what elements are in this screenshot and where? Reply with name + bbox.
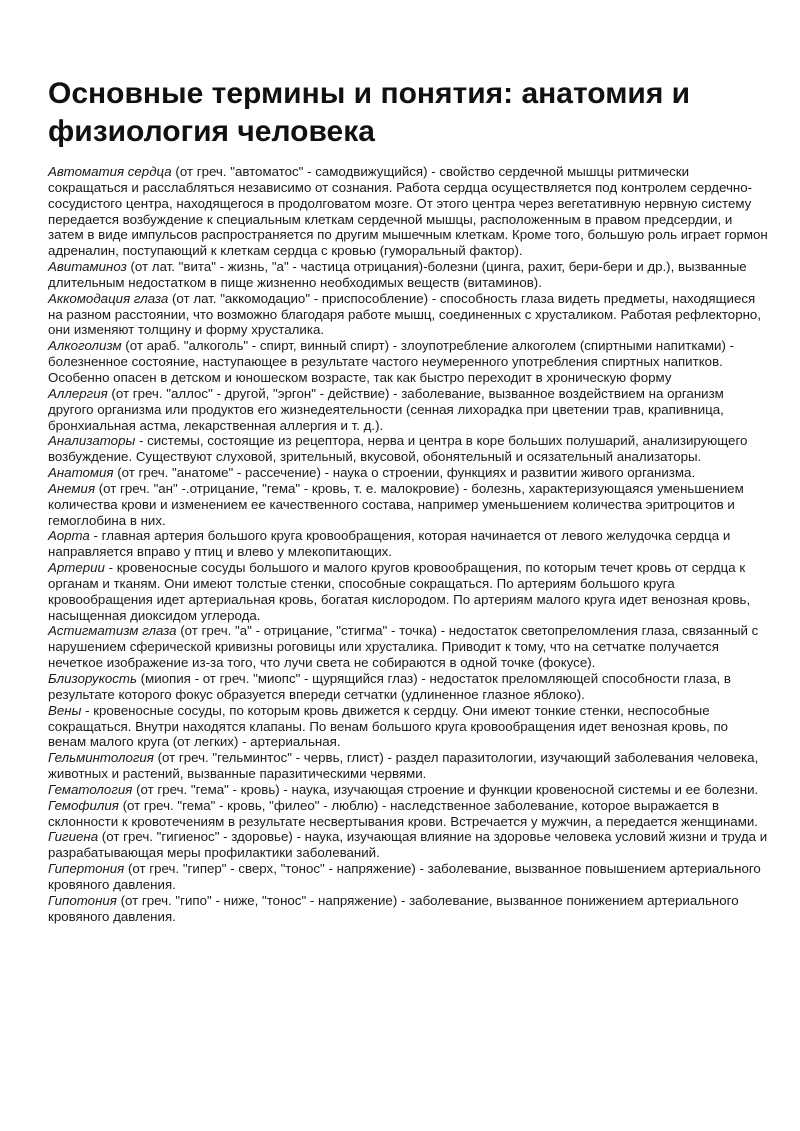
glossary-term: Анатомия — [48, 465, 114, 481]
glossary-term: Авитаминоз — [48, 259, 127, 275]
glossary-term: Аккомодация глаза — [48, 290, 169, 306]
glossary-term: Аллергия — [48, 385, 108, 401]
glossary-entry — [48, 433, 768, 465]
glossary-entry — [48, 528, 768, 560]
glossary-definition: (от лат. "аккомодацио" - приспособление) - способность глаза видеть предметы, находящиеся на разном расстоянии, что возможно благодаря работе мышц, соединенных с хрусталиком. Работая рефлекторно, они изменяют толщину и форму хрусталика. — [48, 290, 762, 338]
glossary-definition: - главная артерия большого круга кровообращения, которая начинается от левого желудочка сердца и направляется вправо у птиц и влево у млекопитающих. — [48, 528, 731, 560]
glossary-term: Алкоголизм — [48, 338, 122, 354]
glossary-entry — [48, 798, 768, 830]
glossary-entry — [48, 259, 768, 291]
glossary-term: Гемофилия — [48, 797, 119, 813]
document-page — [48, 0, 768, 925]
glossary-term: Гематология — [48, 781, 133, 797]
glossary-definition: (от греч. "гипо" - ниже, "тонос" - напряжение) - заболевание, вызванное понижением артериального кровяного давления. — [48, 892, 739, 924]
glossary-term: Гельминтология — [48, 750, 154, 766]
glossary-entry — [48, 481, 768, 529]
glossary-definition: - кровеносные сосуды, по которым кровь движется к сердцу. Они имеют тонкие стенки, неспособные сокращаться. Внутри находятся клапаны. По венам большого круга кровообращения идет венозная кровь, по венам малого круга (от легких) - артериальная. — [48, 702, 729, 750]
glossary-definition: (от лат. "вита" - жизнь, "а" - частица отрицания)-болезни (цинга, рахит, бери-бери и др.), вызванные длительным недостатком в пище жизненно необходимых веществ (витаминов). — [48, 259, 747, 290]
glossary-definition: (миопия - от греч. "миопс" - щурящийся глаз) - недостаток преломляющей способности глаза, в результате которого фокус образуется впереди сетчатки (удлиненное глазное яблоко). — [48, 671, 731, 702]
glossary-entry — [48, 893, 768, 925]
glossary-term: Автоматия сердца — [48, 164, 172, 179]
glossary-definition: (от араб. "алкоголь" - спирт, винный спирт) - злоупотребление алкоголем (спиртными напитками) - болезненное состояние, наступающее в результате частого неумеренного употребления спиртных напитков. Особенно опасен в детском и юношеском возрасте, так как быстро переходит в хроническую форму — [48, 338, 734, 385]
glossary-definition: (от греч. "а" - отрицание, "стигма" - точка) - недостаток светопреломления глаза, связанный с нарушением сферической кривизны роговицы или хрусталика. Приводит к тому, что на сетчатке получается нечеткое изображение из-за того, что лучи света не собираются в одной точке (фокусе). — [48, 623, 759, 671]
glossary-entry — [48, 386, 768, 434]
glossary-entry — [48, 164, 768, 259]
glossary-definition: (от греч. "гигиенос" - здоровье) - наука, изучающая влияние на здоровье человека условий жизни и труда и разрабатывающая меры профилактики заболеваний. — [48, 829, 768, 861]
glossary-term: Вены — [48, 702, 82, 718]
glossary-term: Гипертония — [48, 861, 125, 877]
glossary-definition: (от греч. "гельминтос" - червь, глист) - раздел паразитологии, изучающий заболевания человека, животных и растений, вызванные паразитическими червями. — [48, 750, 759, 782]
glossary-definition: (от греч. "гема" - кровь, "филео" - люблю) - наследственное заболевание, которое выражается в склонности к кровотечениям в результате несвертывания крови. Встречается у мужчин, а передается женщинами. — [48, 797, 758, 829]
glossary-entry — [48, 338, 768, 386]
glossary-definition: - кровеносные сосуды большого и малого кругов кровообращения, по которым течет кровь от сердца к органам и тканям. Они имеют толстые стенки, способные сокращаться. По артериям большого круга кровообращения идет артериальная кровь, богатая кислородом. По артериям малого круга идет венозная кровь, насыщенная диоксидом углерода. — [48, 560, 751, 623]
glossary-entry — [48, 782, 768, 798]
glossary-entry — [48, 560, 768, 623]
glossary-entry — [48, 465, 768, 481]
glossary-entry — [48, 703, 768, 751]
glossary-definition: (от греч. "ан" -.отрицание, "гема" - кровь, т. е. малокровие) - болезнь, характеризующаяся уменьшением количества крови и изменением ее качественного состава, например уменьшением количества эритроцитов и гемоглобина в них. — [48, 480, 744, 528]
glossary-list — [48, 164, 768, 925]
glossary-entry — [48, 861, 768, 893]
glossary-entry — [48, 291, 768, 339]
glossary-definition: (от греч. "гема" - кровь) - наука, изучающая строение и функции кровеносной системы и ее болезни. — [132, 781, 759, 797]
glossary-term: Анемия — [48, 480, 96, 496]
glossary-term: Гипотония — [48, 892, 117, 908]
glossary-entry — [48, 829, 768, 861]
glossary-definition: (от греч. "анатоме" - рассечение) - наука о строении, функциях и развитии живого организма. — [113, 465, 696, 481]
glossary-definition: (от греч. "гипер" - сверх, "тонос" - напряжение) - заболевание, вызванное повышением артериального кровяного давления. — [48, 861, 761, 892]
glossary-entry — [48, 750, 768, 782]
glossary-definition: (от греч. "аллос" - другой, "эргон" - действие) - заболевание, вызванное воздействием на организм другого организма или продуктов его жизнедеятельности (сенная лихорадка при цветении трав, крапивница, бронхиальная астма, лекарственная аллергия и т. д.). — [48, 385, 724, 433]
glossary-entry — [48, 623, 768, 671]
glossary-definition: (от греч. "автоматос" - самодвижущийся) - свойство сердечной мышцы ритмически сокращаться и расслабляться независимо от сознания. Работа сердца осуществляется под контролем сердечно-сосудистого центра, находящегося в продолговатом мозге. От этого центра через вегетативную нервную систему передается возбуждение к специальным клеткам сердечной мышцы, расположенным в правом предсердии, и затем в виде импульсов распространяется по другим мышечным клеткам. Кроме того, большую роль играет гормон адреналин, поступающий к клеткам сердца с кровью (гуморальный фактор). — [48, 164, 768, 259]
glossary-term: Близорукость — [48, 671, 137, 686]
glossary-term: Аорта — [48, 528, 90, 544]
glossary-term: Гигиена — [48, 829, 99, 845]
glossary-entry — [48, 671, 768, 703]
glossary-definition: - системы, состоящие из рецептора, нерва и центра в коре больших полушарий, анализирующего возбуждение. Существуют слуховой, зрительный, вкусовой, обонятельный и осязательный анализаторы. — [48, 433, 748, 465]
glossary-term: Астигматизм глаза — [48, 623, 177, 639]
page-title: Основные термины и понятия: анатомия и физиология человека — [48, 77, 691, 148]
glossary-term: Анализаторы — [48, 433, 136, 449]
glossary-term: Артерии — [48, 560, 105, 576]
